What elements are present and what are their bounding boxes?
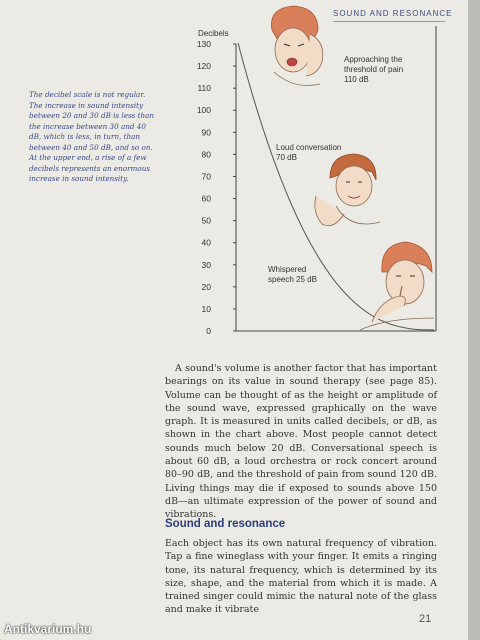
y-axis-label: Decibels [198,29,229,38]
chart-annotation-text: 110 dB [344,75,369,84]
y-tick-label: 120 [196,61,211,72]
chart-annotation-text: threshold of pain [344,65,404,74]
y-tick-label: 10 [201,303,211,314]
y-tick-label: 110 [197,83,211,94]
chart-annotation-text: Whispered [268,265,307,274]
y-tick-label: 90 [201,127,211,138]
y-tick-label: 130 [196,39,211,49]
y-tick-label: 30 [201,259,211,270]
y-tick-label: 0 [206,326,211,336]
body-paragraph-1: A sound's volume is another factor that has important bearings on its value in sound therapy (see page 85). Volume can be thought of as the height or amplitude of the sound wave, expressed graphically on the wave graph. It is measured in units called decibels, or dB, as shown in the chart above. Most people cannot detect sounds much below 20 dB. Conversational speech is about 60 dB, a loud orchestra or rock concert around 80–90 dB, and the threshold of pain from sound 120 dB. Living things may die if exposed to sounds above 150 dB—an ultimate expression of the power of sound and vibrations. [165,363,437,521]
body-paragraph-2: Each object has its own natural frequency of vibration. Tap a fine wineglass with your finger. It emits a ringing tone, its natural frequency, which is determined by its size, shape, and the material from which it is made. A trained singer could mimic the natural note of the glass and make it vibrate [165,538,437,616]
watermark: Antikvarium.hu [4,622,92,636]
y-tick-label: 100 [196,105,211,116]
page-number: 21 [419,613,432,625]
face-talking-illustration [315,154,380,226]
chart-annotation-text: speech 25 dB [268,275,317,284]
face-whisper-illustration [360,242,434,330]
y-tick-label: 60 [201,193,211,204]
chart-annotation-text: Loud conversation [276,143,342,152]
chart-annotation-text: 70 dB [276,153,297,162]
sidenote: The decibel scale is not regular. The increase in sound intensity between 20 and 30 dB is less than the increase between 30 and 40 dB, which is less, in turn, than between 40 and 50 dB, and so on. At the upper end, a rise of a few decibels represents an enormous increase in sound intensity. [29,90,155,183]
y-tick-label: 70 [201,171,211,182]
y-tick-label: 20 [201,281,211,292]
face-pain-illustration [271,6,322,86]
section-heading: Sound and resonance [165,518,286,530]
y-tick-label: 40 [201,237,211,248]
y-tick-label: 50 [201,215,211,226]
y-tick-label: 80 [201,149,211,160]
running-head: SOUND AND RESONANCE [333,9,453,18]
chart-annotation-text: Approaching the [344,55,403,64]
